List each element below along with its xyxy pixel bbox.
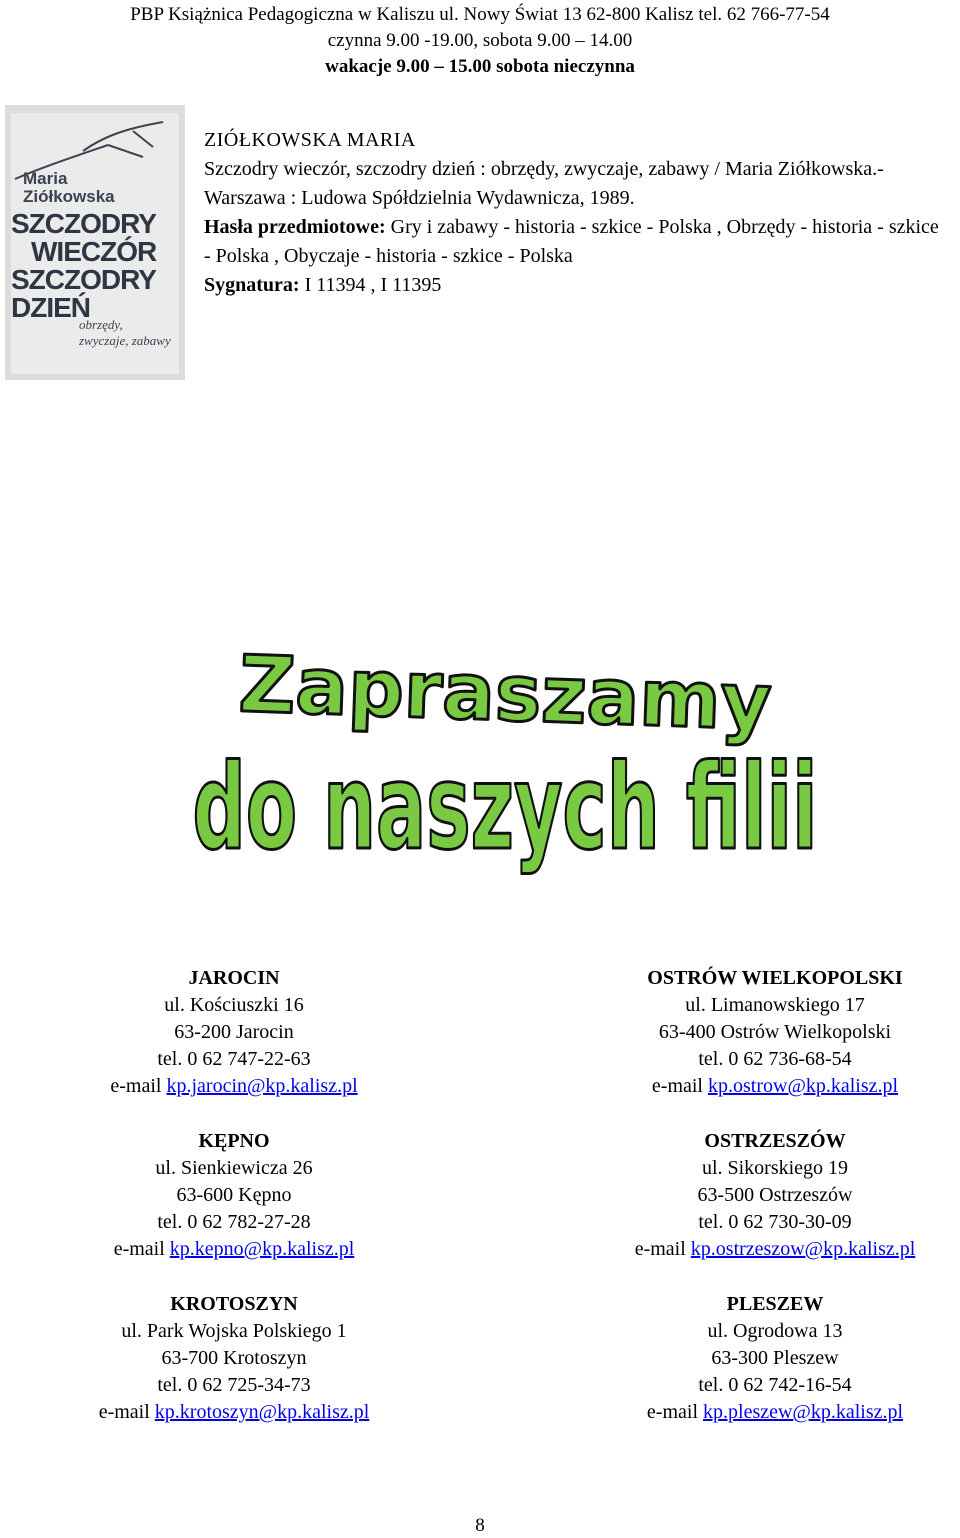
branch-city: 63-300 Pleszew [711, 1347, 839, 1369]
cover-title-line: DZIEŃ [11, 292, 90, 323]
branch-email-line [565, 1236, 960, 1263]
branch-email-link[interactable]: kp.krotoszyn@kp.kalisz.pl [154, 1401, 370, 1423]
cover-subtitle: obrzędy, zwyczaje, zabawy [79, 317, 171, 348]
invitation-banner [180, 640, 830, 890]
signature-label: Sygnatura: [204, 274, 300, 296]
book-cover-image [5, 105, 185, 380]
cover-title-line: SZCZODRY [11, 208, 156, 239]
branch-block [565, 1128, 960, 1263]
branch-email-line [24, 1399, 444, 1426]
cover-author: Maria Ziółkowska [23, 169, 115, 206]
branch-phone: tel. 0 62 730-30-09 [698, 1211, 852, 1233]
header-hours: czynna 9.00 -19.00, sobota 9.00 – 14.00 [327, 30, 633, 51]
page-number: 8 [475, 1515, 485, 1536]
branch-email-line [565, 1073, 960, 1100]
branch-email-link[interactable]: kp.ostrzeszow@kp.kalisz.pl [690, 1238, 916, 1260]
header-address: PBP Książnica Pedagogiczna w Kaliszu ul. Nowy Świat 13 62-800 Kalisz tel. 62 766-77-54 [130, 4, 830, 25]
branch-phone: tel. 0 62 742-16-54 [698, 1374, 852, 1396]
record-author: ZIÓŁKOWSKA MARIA [204, 129, 416, 151]
branch-email-line [24, 1236, 444, 1263]
banner-line-2: do naszych filii [192, 738, 818, 876]
email-label: e-mail [98, 1401, 150, 1423]
branch-email-link[interactable]: kp.kepno@kp.kalisz.pl [169, 1238, 355, 1260]
record-description: Szczodry wieczór, szczodry dzień : obrzędy, zwyczaje, zabawy / Maria Ziółkowska.- Warszawa : Ludowa Spółdzielnia Wydawnicza, 1989. [204, 158, 884, 209]
branch-email-line [24, 1073, 444, 1100]
branch-name: KROTOSZYN [170, 1293, 298, 1315]
branch-email-link[interactable]: kp.ostrow@kp.kalisz.pl [708, 1075, 899, 1097]
catalog-record [204, 126, 944, 300]
library-header [0, 2, 960, 80]
branch-street: ul. Sikorskiego 19 [701, 1157, 849, 1179]
branch-block [565, 965, 960, 1100]
branch-block [24, 965, 444, 1100]
cover-title-line: WIECZÓR [31, 236, 157, 267]
record-signature [204, 271, 944, 300]
branch-email-line [565, 1399, 960, 1426]
header-holiday-hours: wakacje 9.00 – 15.00 sobota nieczynna [325, 56, 635, 77]
branch-street: ul. Kościuszki 16 [164, 994, 304, 1016]
branch-street: ul. Ogrodowa 13 [707, 1320, 843, 1342]
branch-name: KĘPNO [198, 1130, 270, 1152]
subjects-label: Hasła przedmiotowe: [204, 216, 386, 238]
branch-street: ul. Park Wojska Polskiego 1 [121, 1320, 347, 1342]
branch-name: JAROCIN [188, 967, 280, 989]
branch-block [24, 1128, 444, 1263]
branch-street: ul. Sienkiewicza 26 [155, 1157, 313, 1179]
cover-title-line: SZCZODRY [11, 264, 156, 295]
banner-line-1: Zapraszamy [237, 640, 773, 749]
branch-phone: tel. 0 62 747-22-63 [157, 1048, 311, 1070]
branch-phone: tel. 0 62 782-27-28 [157, 1211, 311, 1233]
branch-phone: tel. 0 62 725-34-73 [157, 1374, 311, 1396]
branch-city: 63-700 Krotoszyn [161, 1347, 307, 1369]
branch-email-link[interactable]: kp.jarocin@kp.kalisz.pl [166, 1075, 358, 1097]
email-label: e-mail [651, 1075, 703, 1097]
signature-value: I 11394 , I 11395 [304, 274, 442, 296]
branch-name: OSTRZESZÓW [704, 1130, 846, 1152]
email-label: e-mail [113, 1238, 165, 1260]
subjects-value: Gry i zabawy - historia - szkice - Polska , Obrzędy - historia - szkice - Polska , Obyczaje - historia - szkice - Polska [204, 216, 939, 267]
branch-name: OSTRÓW WIELKOPOLSKI [647, 967, 903, 989]
email-label: e-mail [646, 1401, 699, 1423]
branch-city: 63-400 Ostrów Wielkopolski [658, 1021, 892, 1043]
cover-title [11, 210, 156, 322]
email-label: e-mail [110, 1075, 162, 1097]
branch-city: 63-500 Ostrzeszów [697, 1184, 853, 1206]
branch-street: ul. Limanowskiego 17 [685, 994, 865, 1016]
branch-city: 63-600 Kępno [176, 1184, 292, 1206]
branch-email-link[interactable]: kp.pleszew@kp.kalisz.pl [703, 1401, 904, 1423]
record-subjects [204, 213, 944, 271]
email-label: e-mail [634, 1238, 686, 1260]
branch-city: 63-200 Jarocin [174, 1021, 294, 1043]
branch-block [24, 1291, 444, 1426]
branch-name: PLESZEW [726, 1293, 824, 1315]
branch-phone: tel. 0 62 736-68-54 [698, 1048, 852, 1070]
branch-block [565, 1291, 960, 1426]
